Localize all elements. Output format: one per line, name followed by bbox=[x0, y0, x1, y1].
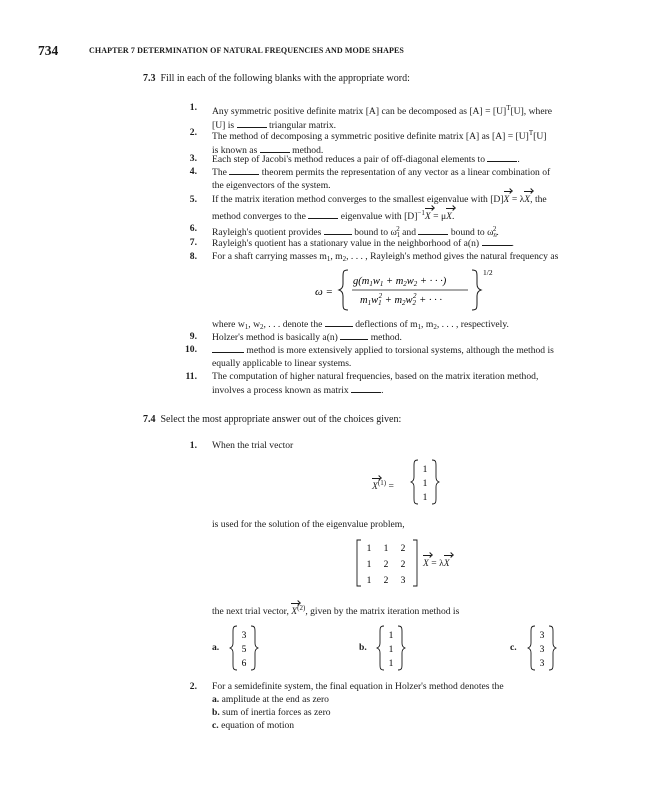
item-text: , given by the matrix iteration method is bbox=[305, 606, 460, 617]
item-text: bound to ω bbox=[354, 227, 397, 238]
matrix-cell: 1 bbox=[366, 576, 372, 586]
vector-x: X bbox=[423, 558, 429, 569]
item-text: theorem permits the representation of any vector as a linear combination of bbox=[261, 167, 551, 178]
vector-entry: 1 bbox=[388, 631, 394, 641]
superscript: −1 bbox=[417, 208, 425, 217]
vector-entry: 1 bbox=[388, 659, 394, 669]
answer-blank bbox=[418, 226, 448, 235]
running-head: CHAPTER 7 DETERMINATION OF NATURAL FREQUENCIES AND MODE SHAPES bbox=[89, 46, 404, 55]
choice-label: a. bbox=[212, 694, 220, 705]
item-number: 4. bbox=[189, 166, 197, 177]
item-number: 10. bbox=[185, 344, 197, 355]
item-text: For a shaft carrying masses m bbox=[212, 251, 327, 262]
item-text: = λ bbox=[511, 194, 525, 205]
item-text: . bbox=[451, 210, 455, 222]
item-text: deflections of m bbox=[355, 319, 418, 330]
item-text: [U] is bbox=[212, 119, 235, 131]
item-text: . bbox=[517, 154, 520, 165]
vector-entry: 5 bbox=[241, 645, 247, 655]
vector-x: X bbox=[443, 558, 450, 569]
answer-blank bbox=[324, 226, 352, 235]
item-text: involves a process known as matrix bbox=[212, 384, 349, 396]
where-line: where $w_1$, $w_2$, . . . denote the deflections of $m_1$, $m_2$, . . . , respectively. bbox=[212, 319, 509, 331]
item-text: Holzer's method is basically a(n) bbox=[212, 332, 338, 343]
vector-entry: 3 bbox=[241, 631, 247, 641]
choice-a-vector[interactable] bbox=[229, 624, 259, 672]
item-number: 2. bbox=[189, 681, 197, 692]
choice-b-label[interactable]: b. bbox=[359, 642, 367, 653]
q2-choice-a[interactable] bbox=[212, 694, 329, 707]
item-text: and bbox=[402, 227, 417, 238]
item-text: [U] bbox=[533, 131, 547, 142]
section-number: 7.4 bbox=[143, 414, 156, 425]
item-text: , . . . denote the bbox=[263, 319, 323, 330]
choice-c-label[interactable]: c. bbox=[510, 642, 517, 653]
item-number: 7. bbox=[189, 237, 197, 248]
item-number: 2. bbox=[189, 127, 197, 138]
vector-entry: 1 bbox=[422, 479, 428, 489]
item-text: . bbox=[381, 384, 384, 396]
answer-blank bbox=[229, 166, 259, 175]
item-text: The computation of higher natural frequencies, based on the matrix iteration method, bbox=[212, 371, 539, 382]
item-text: where w bbox=[212, 319, 245, 330]
vector-x: X bbox=[291, 606, 298, 617]
section-instruction: Select the most appropriate answer out of the choices given: bbox=[160, 414, 402, 425]
item-text: The method of decomposing a symmetric positive definite matrix [A] as [A] = [U] bbox=[212, 131, 529, 142]
item-text: . bbox=[511, 238, 514, 249]
numerator: g(m1w1 + m2w2 + · · ·) bbox=[353, 276, 447, 288]
item-number: 11. bbox=[185, 371, 197, 382]
choice-c-vector[interactable] bbox=[527, 624, 557, 672]
item-text: the eigenvectors of the system. bbox=[212, 179, 331, 191]
item-number: 5. bbox=[189, 194, 197, 205]
superscript: T bbox=[528, 129, 534, 137]
answer-blank bbox=[351, 384, 381, 393]
superscript: T bbox=[506, 104, 511, 112]
vector-entry: 3 bbox=[539, 659, 545, 669]
vector-x: X bbox=[372, 481, 378, 492]
choice-a-label[interactable]: a. bbox=[212, 642, 220, 653]
item-text: method is more extensively applied to torsional systems, although the method is bbox=[246, 345, 554, 356]
answer-blank bbox=[340, 331, 368, 340]
item-text: , . . . , respectively. bbox=[436, 319, 509, 330]
item-text: bound to ω bbox=[450, 227, 494, 238]
item-number: 6. bbox=[189, 223, 197, 234]
item-text: method. bbox=[292, 144, 324, 156]
item-text: is used for the solution of the eigenvalue problem, bbox=[212, 519, 405, 530]
item-text: [U], where bbox=[510, 106, 553, 117]
answer-blank bbox=[212, 344, 244, 353]
vector-entry: 6 bbox=[241, 659, 247, 669]
choice-b-vector[interactable] bbox=[376, 624, 406, 672]
matrix-cell: 2 bbox=[383, 576, 389, 586]
section-number: 7.3 bbox=[143, 73, 156, 84]
section-7-4-heading bbox=[143, 414, 401, 425]
equals-sign: = bbox=[388, 481, 394, 492]
item-text: the next trial vector, bbox=[212, 606, 289, 617]
matrix-cell: 1 bbox=[383, 544, 389, 554]
vector-entry: 1 bbox=[388, 645, 394, 655]
exponent: 1/2 bbox=[483, 268, 493, 277]
trial-vector bbox=[410, 458, 440, 506]
next-trial-text bbox=[212, 602, 459, 619]
vector-entry: 1 bbox=[422, 493, 428, 503]
item-text: , the bbox=[530, 194, 547, 205]
item-text: When the trial vector bbox=[212, 440, 294, 451]
omega: ω = bbox=[315, 286, 333, 298]
matrix-cell: 3 bbox=[400, 576, 406, 586]
matrix-cell: 1 bbox=[366, 560, 372, 570]
vector-entry: 3 bbox=[539, 631, 545, 641]
choice-text: sum of inertia forces as zero bbox=[222, 707, 331, 718]
left-brace bbox=[339, 270, 348, 310]
eigen-equation-rhs bbox=[423, 558, 450, 571]
item-number: 8. bbox=[189, 251, 197, 262]
matrix-cell: 2 bbox=[383, 560, 389, 570]
answer-blank bbox=[325, 318, 353, 327]
item-text: If the matrix iteration method converges to the smallest eigenvalue with [D] bbox=[212, 194, 504, 205]
answer-blank bbox=[260, 144, 290, 153]
choice-label: b. bbox=[212, 707, 220, 718]
vector-x: X bbox=[424, 210, 431, 222]
section-7-3-heading bbox=[143, 73, 410, 84]
item-text: For a semidefinite system, the final equation in Holzer's method denotes the bbox=[212, 681, 504, 692]
choice-label: c. bbox=[212, 720, 219, 731]
trial-vector-label bbox=[372, 477, 394, 494]
vector-x: X bbox=[524, 194, 531, 205]
item-text: method. bbox=[370, 332, 402, 343]
right-brace bbox=[472, 270, 481, 310]
section-instruction: Fill in each of the following blanks with the appropriate word: bbox=[160, 73, 410, 84]
q2-choice-b[interactable] bbox=[212, 707, 331, 720]
item-text: , . . . , Rayleigh's method gives the natural frequency as bbox=[346, 251, 559, 262]
item-text: is known as bbox=[212, 144, 258, 156]
answer-blank bbox=[482, 237, 512, 246]
equals-lambda: = λ bbox=[431, 558, 444, 569]
item-text: triangular matrix. bbox=[268, 119, 337, 131]
denominator: m1w12 + m2w22 + · · · bbox=[360, 292, 443, 307]
item-number: 1. bbox=[189, 102, 197, 113]
superscript: (2) bbox=[297, 604, 306, 612]
item-text: method converges to the bbox=[212, 210, 306, 222]
vector-x: X bbox=[503, 194, 510, 205]
item-number: 3. bbox=[189, 153, 197, 164]
item-text: = μ bbox=[433, 210, 447, 222]
item-text: , m bbox=[330, 251, 343, 262]
vector-entry: 3 bbox=[539, 645, 545, 655]
rayleigh-equation bbox=[290, 262, 520, 312]
choice-text: amplitude at the end as zero bbox=[221, 694, 329, 705]
item-number: 9. bbox=[189, 331, 197, 342]
vector-entry: 1 bbox=[422, 465, 428, 475]
item-text: , m bbox=[421, 319, 434, 330]
choice-text: equation of motion bbox=[221, 720, 295, 731]
item-text: Each step of Jacobi's method reduces a pair of off-diagonal elements to bbox=[212, 154, 486, 165]
item-text: equally applicable to linear systems. bbox=[212, 357, 352, 369]
matrix-cell: 1 bbox=[366, 544, 372, 554]
answer-blank bbox=[487, 153, 517, 162]
item-text: Any symmetric positive definite matrix [A] can be decomposed as [A] = [U] bbox=[212, 106, 507, 117]
matrix-cell: 2 bbox=[400, 560, 406, 570]
answer-blank bbox=[308, 210, 338, 219]
item-number: 1. bbox=[189, 440, 197, 451]
item-text: Rayleigh's quotient provides bbox=[212, 227, 322, 238]
item-text: Rayleigh's quotient has a stationary value in the neighborhood of a(n) bbox=[212, 238, 480, 249]
vector-x: X bbox=[446, 210, 452, 222]
q2-choice-c[interactable] bbox=[212, 720, 294, 733]
matrix-cell: 2 bbox=[400, 544, 406, 554]
superscript: (1) bbox=[377, 479, 387, 487]
item-text: The bbox=[212, 167, 227, 178]
page-number: 734 bbox=[38, 43, 59, 58]
item-text: eigenvalue with [D] bbox=[340, 210, 418, 222]
item-text: , w bbox=[248, 319, 260, 330]
